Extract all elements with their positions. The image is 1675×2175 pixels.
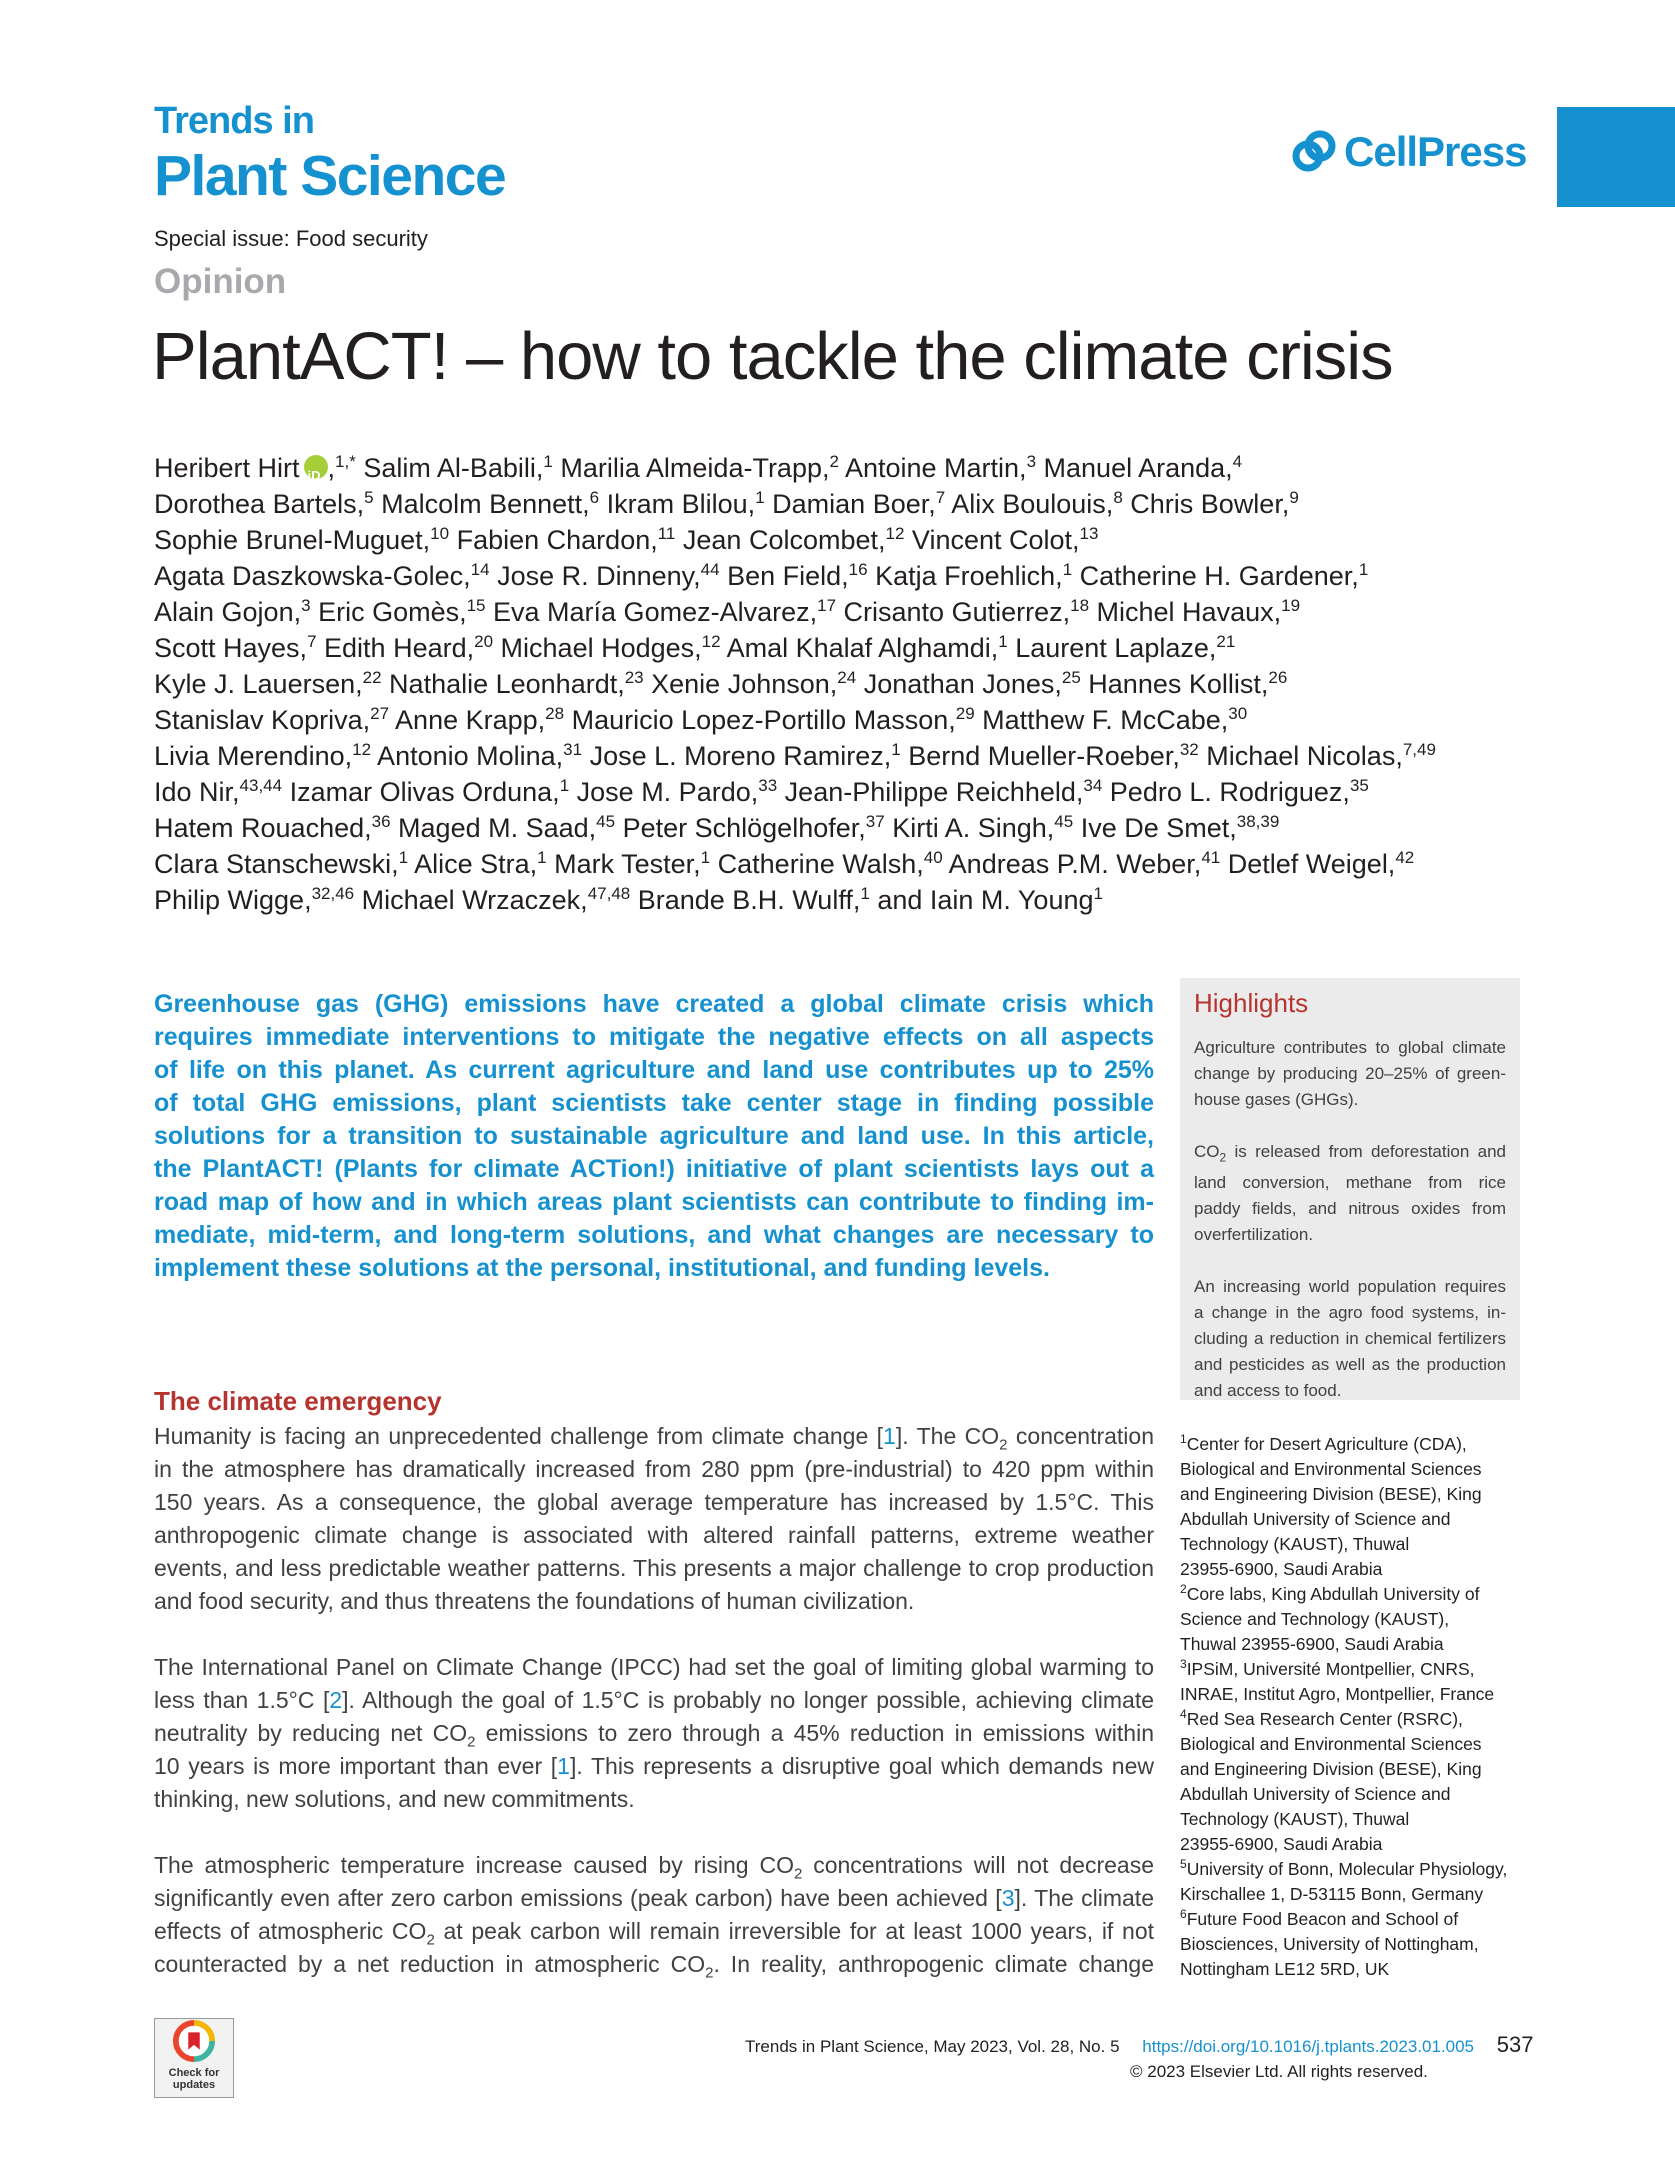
author-name: Jose R. Dinneny, — [489, 561, 701, 591]
affiliation-number: 4 — [1180, 1707, 1187, 1722]
author-name: Fabien Chardon, — [449, 525, 658, 555]
highlight-line: land conversion, methane from rice — [1194, 1173, 1506, 1193]
affiliation-marker: 42 — [1395, 848, 1415, 867]
author-name: Heribert Hirt — [154, 453, 300, 483]
affiliation-marker: 1,* — [335, 452, 356, 471]
citation: Trends in Plant Science, May 2023, Vol. 28, No. 5 — [745, 2037, 1120, 2056]
affiliation-line: Science and Technology (KAUST), — [1180, 1609, 1450, 1629]
paragraph-line: 150 years. As a consequence, the global average temperature has increased by 1.5°C. This — [154, 1489, 1154, 1515]
paragraph-line: 10 years is more important than ever [1]. This represents a disruptive goal which demands new — [154, 1753, 1154, 1779]
author-line — [154, 522, 1524, 558]
affiliation-marker: 3 — [301, 596, 311, 615]
author-name: Detlef Weigel, — [1220, 849, 1396, 879]
paragraph-line: counteracted by a net reduction in atmospheric $CO_2$. In reality, anthropogenic climate change — [154, 1951, 1154, 1982]
author-name: Antoine Martin, — [838, 453, 1027, 483]
affiliation-marker: 36 — [371, 812, 391, 831]
affiliation-marker: 18 — [1070, 596, 1090, 615]
author-name: Peter Schlögelhofer, — [615, 813, 866, 843]
author-line — [154, 774, 1524, 810]
author-name: Alice Stra, — [408, 849, 538, 879]
affiliation-number: 6 — [1180, 1907, 1187, 1922]
citation-link[interactable]: 2 — [329, 1687, 343, 1713]
page-footer — [745, 2032, 1533, 2058]
affiliation-marker: 44 — [700, 560, 720, 579]
author-line — [154, 702, 1524, 738]
paragraph-line: effects of atmospheric $CO_2$ at peak carbon will remain irreversible for at least 1000 years, if not — [154, 1918, 1155, 1949]
publisher-logo[interactable] — [1292, 128, 1526, 176]
affiliation-marker: 45 — [596, 812, 616, 831]
author-name: Katja Froehlich, — [867, 561, 1063, 591]
affiliation-marker: 3 — [1026, 452, 1037, 471]
affiliation-marker: 7 — [307, 632, 317, 651]
abstract-line: Greenhouse gas (GHG) emissions have created a global climate crisis which — [154, 990, 1154, 1018]
author-name: Jose L. Moreno Ramirez, — [582, 741, 892, 771]
author-name: Amal Khalaf Alghamdi, — [720, 633, 999, 663]
affiliation-marker: 21 — [1216, 632, 1236, 651]
affiliation-marker: 10 — [430, 524, 450, 543]
paragraph-line: in the atmosphere has dramatically increased from 280 ppm (pre-industrial) to 420 ppm within — [154, 1456, 1154, 1482]
highlights-box — [1180, 978, 1520, 1400]
author-name: Hatem Rouached, — [154, 813, 372, 843]
affiliation-marker: 40 — [923, 848, 943, 867]
highlight-line: An increasing world population requires — [1194, 1277, 1506, 1297]
check-updates-icon — [171, 2019, 217, 2063]
affiliation-line: Nottingham LE12 5RD, UK — [1180, 1959, 1390, 1979]
abstract-line: of life on this planet. As current agriculture and land use contributes up to 25% — [154, 1056, 1154, 1084]
affiliation-marker: 6 — [589, 488, 600, 507]
affiliation-marker: 29 — [955, 704, 975, 723]
paragraph-line: significantly even after zero carbon emissions (peak carbon) have been achieved [3]. The climate — [154, 1885, 1154, 1911]
author-list — [154, 450, 1524, 918]
affiliation-marker: 43,44 — [239, 776, 283, 795]
author-line — [154, 558, 1524, 594]
author-name: Michael Nicolas, — [1198, 741, 1403, 771]
author-name: Jean Colcombet, — [675, 525, 886, 555]
affiliation-marker: 1 — [559, 776, 570, 795]
author-name: Antonio Molina, — [371, 741, 564, 771]
citation-link[interactable]: 3 — [1001, 1885, 1015, 1911]
author-name: Alain Gojon, — [154, 597, 302, 627]
author-name: Dorothea Bartels, — [154, 489, 365, 519]
affiliation-marker: 12 — [701, 632, 721, 651]
author-name: Damian Boer, — [764, 489, 936, 519]
author-line — [154, 810, 1524, 846]
affiliation-line: INRAE, Institut Agro, Montpellier, France — [1180, 1684, 1495, 1704]
highlight-line: and access to food. — [1194, 1381, 1342, 1401]
author-name: Agata Daszkowska-Golec, — [154, 561, 471, 591]
author-name: Alix Boulouis, — [945, 489, 1114, 519]
author-name: Michael Hodges, — [493, 633, 702, 663]
author-name: Ive De Smet, — [1073, 813, 1237, 843]
affiliation-marker: 35 — [1349, 776, 1369, 795]
paragraph-line: neutrality by reducing net $CO_2$ emissions to zero through a 45% reduction in emissions within — [154, 1720, 1154, 1751]
copyright: © 2023 Elsevier Ltd. All rights reserved. — [1130, 2062, 1428, 2081]
author-name: Michel Havaux, — [1089, 597, 1282, 627]
highlight-item — [1194, 1035, 1506, 1113]
author-name: Jonathan Jones, — [856, 669, 1062, 699]
affiliation-marker: 2 — [829, 452, 839, 471]
abstract-line: implement these solutions at the personal, institutional, and funding levels. — [154, 1254, 1050, 1282]
affiliation-marker: 12 — [352, 740, 372, 759]
paragraph-line: events, and less predictable weather patterns. This presents a major challenge to crop production — [154, 1555, 1154, 1581]
check-for-updates-badge[interactable] — [154, 2018, 234, 2098]
author-line — [154, 882, 1524, 918]
cellpress-icon — [1292, 130, 1336, 174]
author-name: Ben Field, — [719, 561, 849, 591]
affiliation-marker: 1 — [755, 488, 765, 507]
affiliation-marker: 1 — [398, 848, 409, 867]
affiliations — [1180, 1432, 1525, 1982]
affiliation-marker: 17 — [817, 596, 837, 615]
highlight-line: a change in the agro food systems, in- — [1194, 1303, 1506, 1323]
affiliation-marker: 23 — [624, 668, 644, 687]
author-name: Kyle J. Lauersen, — [154, 669, 363, 699]
affiliation-marker: 30 — [1228, 704, 1248, 723]
highlight-item — [1194, 1139, 1506, 1248]
affiliation-marker: 31 — [563, 740, 583, 759]
author-name: Livia Merendino, — [154, 741, 353, 771]
author-name: and Iain M. Young — [869, 885, 1094, 915]
author-line — [154, 846, 1524, 882]
check-updates-label: Check for updates — [168, 2067, 220, 2091]
affiliation-number: 1 — [1180, 1432, 1187, 1447]
subscript: 2 — [467, 1733, 476, 1751]
author-name: Pedro L. Rodriguez, — [1102, 777, 1350, 807]
affiliation-marker: 27 — [370, 704, 390, 723]
affiliation-marker: 19 — [1281, 596, 1301, 615]
journal-name-line1: Trends in — [154, 100, 314, 142]
affiliation-marker: 16 — [848, 560, 868, 579]
paragraph — [154, 1651, 1154, 1816]
affiliation-marker: 1 — [700, 848, 711, 867]
paragraph — [154, 1420, 1154, 1618]
paragraph-line: thinking, new solutions, and new commitments. — [154, 1786, 635, 1812]
affiliation-line: $^3$IPSiM, Université Montpellier, CNRS, — [1180, 1657, 1475, 1679]
affiliation-marker: 1 — [543, 452, 553, 471]
affiliation-line: Biological and Environmental Sciences — [1180, 1459, 1482, 1479]
citation-link[interactable]: 1 — [883, 1423, 896, 1449]
author-name: Scott Hayes, — [154, 633, 308, 663]
highlight-line: and pesticides as well as the production — [1194, 1355, 1506, 1375]
author-name: Jose M. Pardo, — [569, 777, 759, 807]
affiliation-marker: 7 — [935, 488, 946, 507]
abstract-line: mediate, mid-term, and long-term solutions, and what changes are necessary to — [154, 1221, 1154, 1249]
paragraph-line: Humanity is facing an unprecedented challenge from climate change [1]. The $CO_2$ concentration — [154, 1423, 1154, 1454]
affiliation-line: $^6$Future Food Beacon and School of — [1180, 1907, 1459, 1929]
author-name: Stanislav Kopriva, — [154, 705, 371, 735]
affiliation-marker: 9 — [1289, 488, 1299, 507]
abstract-line: the PlantACT! (Plants for climate ACTion!) initiative of plant scientists lays out a — [154, 1155, 1154, 1183]
article-type: Opinion — [154, 262, 287, 301]
affiliation-number: 5 — [1180, 1857, 1187, 1872]
author-name: Andreas P.M. Weber, — [942, 849, 1202, 879]
author-name: Manuel Aranda, — [1036, 453, 1233, 483]
affiliation-marker: 1 — [1093, 884, 1103, 903]
corner-tab — [1557, 107, 1675, 207]
affiliation-marker: 8 — [1113, 488, 1123, 507]
body-text — [154, 1420, 1154, 2014]
highlights-heading: Highlights — [1194, 988, 1309, 1018]
abstract-line: of total GHG emissions, plant scientists take center stage in finding possible — [154, 1089, 1154, 1117]
affiliation-marker: 13 — [1079, 524, 1099, 543]
affiliation-marker: 14 — [470, 560, 490, 579]
affiliation-line: and Engineering Division (BESE), King — [1180, 1759, 1482, 1779]
journal-logo — [154, 100, 506, 208]
citation-link[interactable]: 1 — [557, 1753, 570, 1779]
author-name: Crisanto Gutierrez, — [836, 597, 1071, 627]
affiliation-line: $^5$University of Bonn, Molecular Physiology, — [1180, 1857, 1508, 1879]
affiliation-marker: 1 — [537, 848, 547, 867]
subscript: 2 — [426, 1931, 435, 1949]
affiliation-marker: 5 — [364, 488, 374, 507]
affiliation-line: Kirschallee 1, D-53115 Bonn, Germany — [1180, 1884, 1484, 1904]
page-number: 537 — [1496, 2032, 1534, 2057]
affiliation-line: Biosciences, University of Nottingham, — [1180, 1934, 1479, 1954]
section-heading: The climate emergency — [154, 1386, 442, 1416]
author-name: Kirti A. Singh, — [884, 813, 1055, 843]
affiliation-marker: 38,39 — [1236, 812, 1280, 831]
affiliation-line: Biological and Environmental Sciences — [1180, 1734, 1482, 1754]
author-line — [154, 738, 1524, 774]
author-name: Anne Krapp, — [389, 705, 546, 735]
affiliation-line: Technology (KAUST), Thuwal — [1180, 1809, 1410, 1829]
author-name: Eric Gomès, — [310, 597, 467, 627]
affiliation-line: 23955-6900, Saudi Arabia — [1180, 1559, 1383, 1579]
paragraph — [154, 1849, 1154, 1981]
highlight-line: paddy fields, and nitrous oxides from — [1194, 1199, 1506, 1219]
author-name: Izamar Olivas Orduna, — [282, 777, 560, 807]
author-name: Mark Tester, — [546, 849, 701, 879]
affiliation-marker: 25 — [1061, 668, 1081, 687]
affiliation-line: $^4$Red Sea Research Center (RSRC), — [1180, 1707, 1463, 1729]
subscript: 2 — [1219, 1150, 1227, 1165]
affiliation-line: $^1$Center for Desert Agriculture (CDA), — [1180, 1432, 1467, 1454]
author-line — [154, 486, 1524, 522]
author-line — [154, 594, 1524, 630]
affiliation-line: Thuwal 23955-6900, Saudi Arabia — [1180, 1634, 1444, 1654]
paragraph-line: less than 1.5°C [2]. Although the goal of 1.5°C is probably no longer possible, achieving climate — [154, 1687, 1154, 1713]
author-name: Sophie Brunel-Muguet, — [154, 525, 431, 555]
affiliation-line: Abdullah University of Science and — [1180, 1784, 1451, 1804]
affiliation-marker: 45 — [1054, 812, 1074, 831]
author-name: Michael Wrzaczek, — [354, 885, 588, 915]
author-name: Eva María Gomez-Alvarez, — [485, 597, 818, 627]
affiliation-marker: 1 — [1062, 560, 1073, 579]
paragraph-line: The atmospheric temperature increase caused by rising $CO_2$ concentrations will not decrease — [154, 1852, 1154, 1883]
affiliation-marker: 11 — [657, 524, 676, 543]
highlight-line: cluding a reduction in chemical fertilizers — [1194, 1329, 1506, 1349]
author-name: Marilia Almeida-Trapp, — [552, 453, 830, 483]
author-name: Mauricio Lopez-Portillo Masson, — [564, 705, 956, 735]
affiliation-marker: 32,46 — [311, 884, 355, 903]
author-name: Hannes Kollist, — [1080, 669, 1269, 699]
paragraph-line: and food security, and thus threatens the foundations of human civilization. — [154, 1588, 915, 1614]
affiliation-number: 2 — [1180, 1582, 1187, 1597]
author-name: Ikram Blilou, — [599, 489, 756, 519]
abstract — [154, 988, 1154, 1285]
author-name: Catherine H. Gardener, — [1072, 561, 1359, 591]
author-name: Laurent Laplaze, — [1007, 633, 1217, 663]
affiliation-number: 3 — [1180, 1657, 1187, 1672]
author-line — [154, 666, 1524, 702]
highlight-line: $CO_2$ is released from deforestation and — [1194, 1142, 1506, 1165]
author-name: Brande B.H. Wulff, — [630, 885, 861, 915]
author-line — [154, 630, 1524, 666]
affiliation-marker: 1 — [891, 740, 901, 759]
highlight-line: house gases (GHGs). — [1194, 1090, 1359, 1109]
subscript: 2 — [793, 1865, 803, 1883]
author-name: Catherine Walsh, — [710, 849, 924, 879]
abstract-line: requires immediate interventions to mitigate the negative effects on all aspects — [154, 1023, 1154, 1051]
subscript: 2 — [999, 1436, 1008, 1454]
author-name: Vincent Colot, — [904, 525, 1080, 555]
affiliation-line: Abdullah University of Science and — [1180, 1509, 1451, 1529]
paragraph-line: anthropogenic climate change is associated with altered rainfall patterns, extreme weather — [154, 1522, 1154, 1548]
highlight-line: change by producing 20–25% of green- — [1194, 1064, 1506, 1083]
author-name: Bernd Mueller-Roeber, — [900, 741, 1180, 771]
author-name: Malcolm Bennett, — [373, 489, 590, 519]
affiliation-marker: 7,49 — [1402, 740, 1436, 759]
paragraph-line: The International Panel on Climate Change (IPCC) had set the goal of limiting global warming to — [154, 1654, 1154, 1680]
affiliation-marker: 4 — [1232, 452, 1243, 471]
affiliation-marker: 26 — [1268, 668, 1288, 687]
author-name: Xenie Johnson, — [643, 669, 838, 699]
affiliation-marker: 33 — [758, 776, 778, 795]
author-name: Clara Stanschewski, — [154, 849, 399, 879]
affiliation-line: $^2$Core labs, King Abdullah University of — [1180, 1582, 1480, 1604]
special-issue-label: Special issue: Food security — [154, 226, 428, 251]
doi-link[interactable]: https://doi.org/10.1016/j.tplants.2023.01.005 — [1142, 2037, 1475, 2056]
affiliation-marker: 1 — [860, 884, 870, 903]
author-name: Matthew F. McCabe, — [974, 705, 1229, 735]
highlight-line: Agriculture contributes to global climate — [1194, 1038, 1506, 1057]
affiliation-marker: 1 — [998, 632, 1008, 651]
abstract-line: road map of how and in which areas plant scientists can contribute to finding im- — [154, 1188, 1154, 1216]
author-name: Maged M. Saad, — [390, 813, 597, 843]
affiliation-marker: 15 — [466, 596, 486, 615]
affiliation-marker: 41 — [1201, 848, 1221, 867]
affiliation-marker: 1 — [1358, 560, 1369, 579]
author-name: Nathalie Leonhardt, — [381, 669, 625, 699]
affiliation-marker: 37 — [865, 812, 885, 831]
article-title: PlantACT! – how to tackle the climate crisis — [152, 319, 1393, 394]
abstract-line: solutions for a transition to sustainable agriculture and land use. In this article, — [154, 1122, 1154, 1150]
affiliation-marker: 28 — [545, 704, 565, 723]
affiliation-marker: 20 — [474, 632, 494, 651]
author-name: Edith Heard, — [316, 633, 475, 663]
highlight-item — [1194, 1274, 1506, 1404]
affiliation-marker: 12 — [885, 524, 905, 543]
subscript: 2 — [705, 1964, 714, 1982]
affiliation-marker: 24 — [837, 668, 857, 687]
journal-name-line2: Plant Science — [154, 144, 506, 208]
affiliation-line: and Engineering Division (BESE), King — [1180, 1484, 1482, 1504]
affiliation-marker: 34 — [1083, 776, 1103, 795]
author-line: Heribert HirtiD ,$^{1,*}$ Salim Al-Babili,$^1$ Marilia Almeida-Trapp,$^2$ Antoine Martin,$^3$ Manuel Aranda,$^4$ — [154, 450, 1524, 486]
author-name: Philip Wigge, — [154, 885, 312, 915]
author-name: Ido Nir, — [154, 777, 240, 807]
author-name: Chris Bowler, — [1122, 489, 1290, 519]
orcid-icon[interactable] — [304, 455, 328, 479]
publisher-name: CellPress — [1344, 128, 1527, 175]
affiliation-line: Technology (KAUST), Thuwal — [1180, 1534, 1410, 1554]
highlight-line: overfertilization. — [1194, 1225, 1314, 1245]
affiliation-marker: 22 — [362, 668, 382, 687]
author-name: Jean-Philippe Reichheld, — [777, 777, 1084, 807]
affiliation-line: 23955-6900, Saudi Arabia — [1180, 1834, 1383, 1854]
affiliation-marker: 47,48 — [587, 884, 631, 903]
affiliation-marker: 32 — [1179, 740, 1199, 759]
author-name: Salim Al-Babili, — [355, 453, 544, 483]
